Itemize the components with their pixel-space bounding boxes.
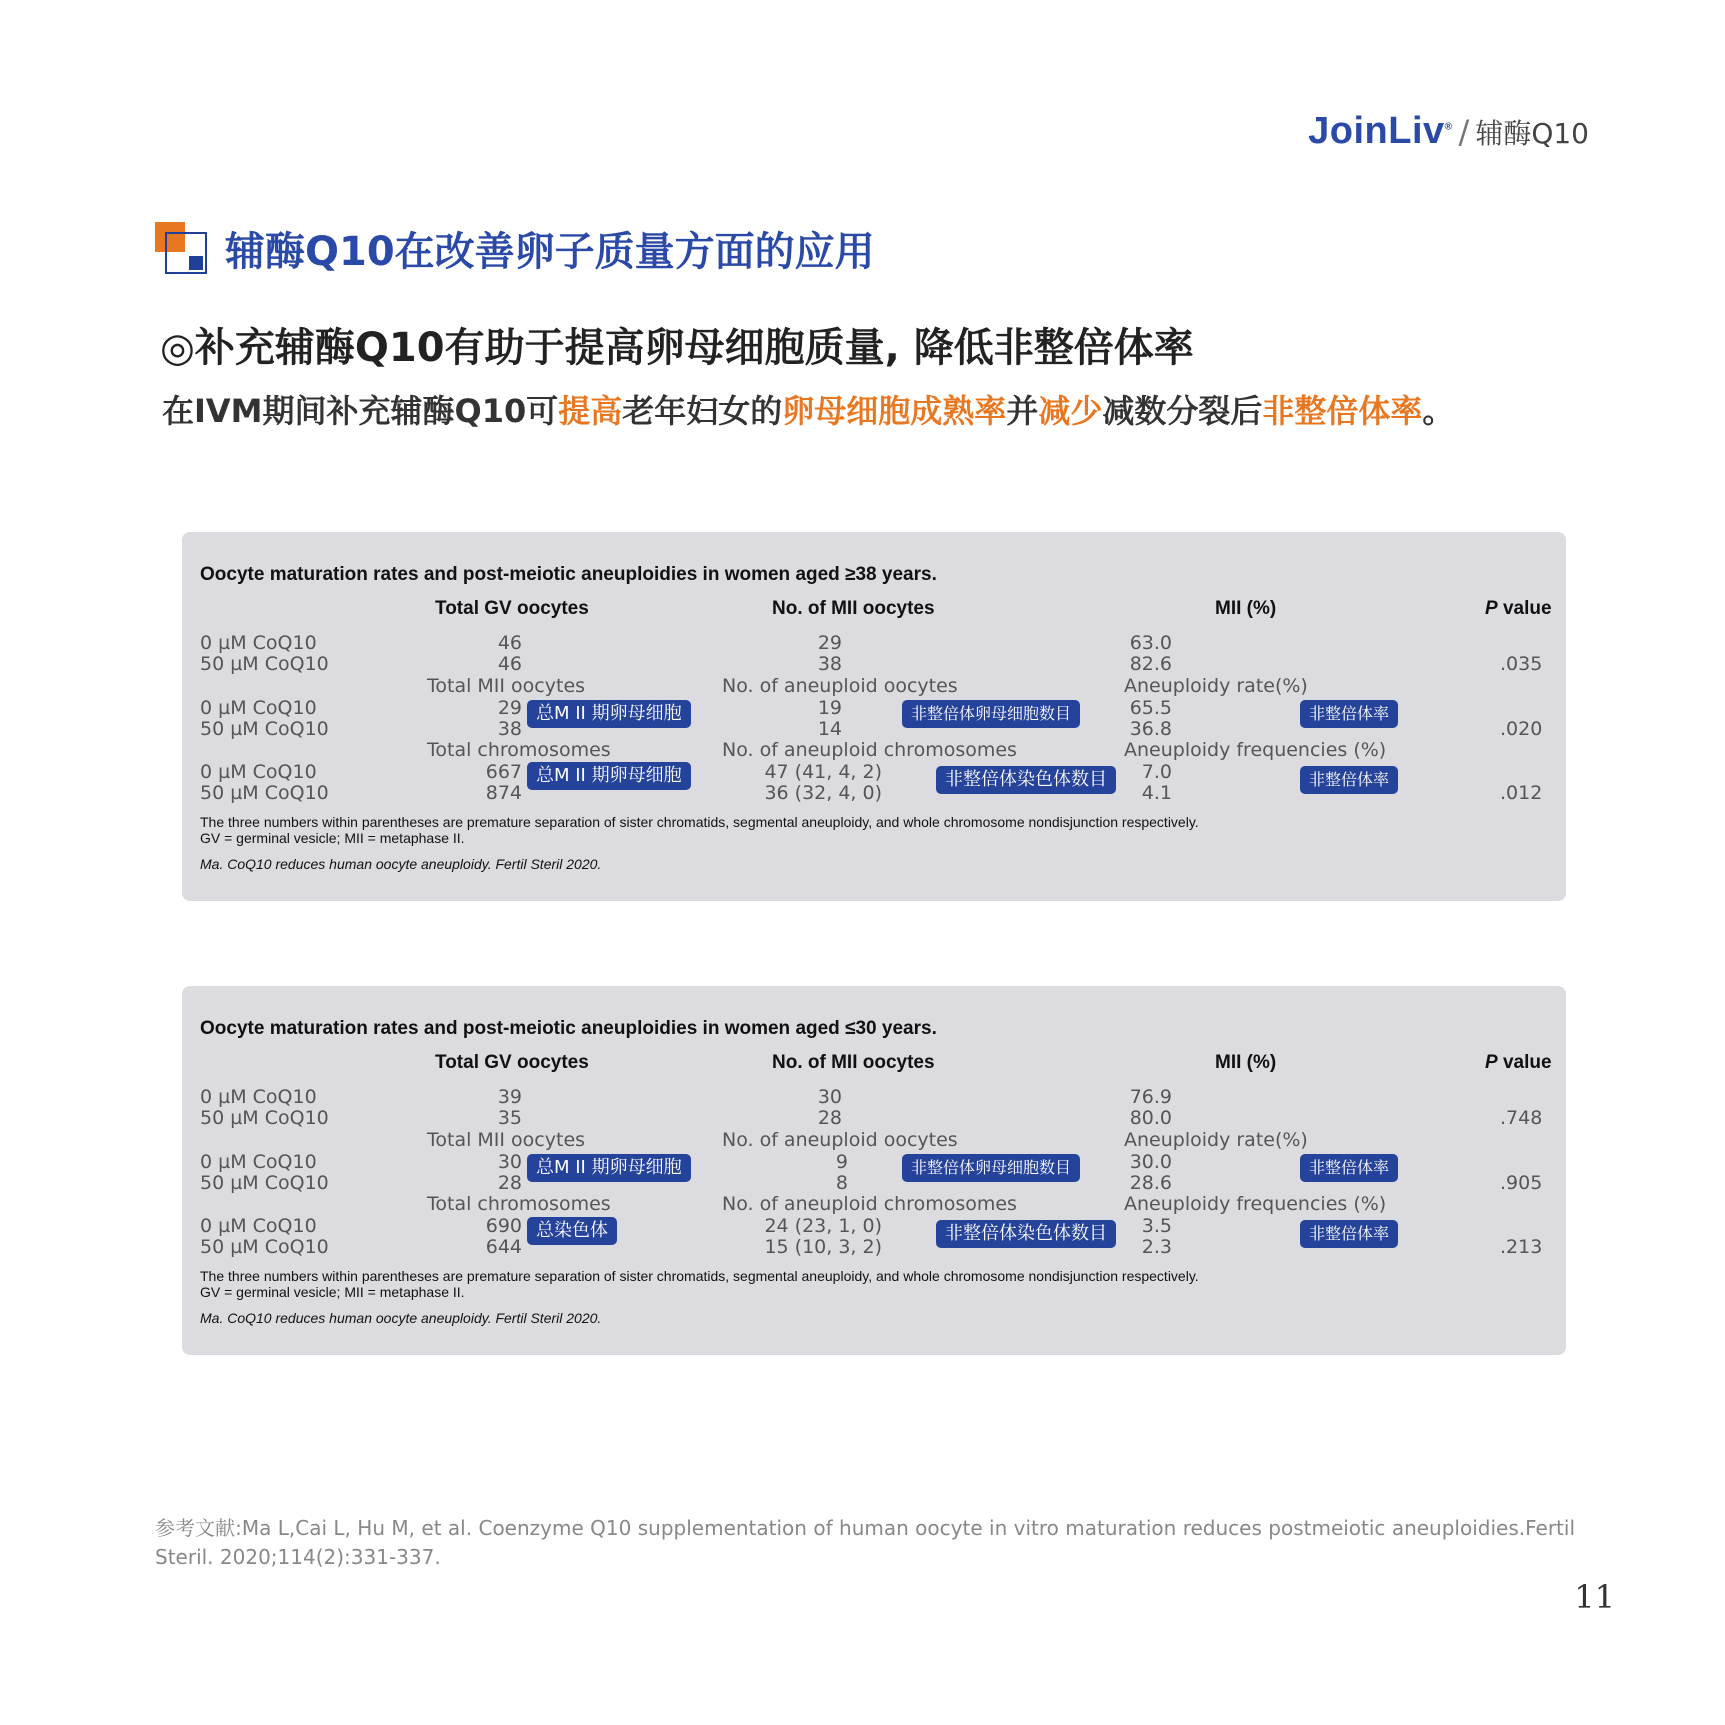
brand-logo: JoinLiv® (1308, 110, 1453, 152)
lead-sentence: 在IVM期间补充辅酶Q10可提高老年妇女的卵母细胞成熟率并减少减数分裂后非整倍体率。 (162, 392, 1455, 430)
annotation-tag: 非整倍体染色体数目 (936, 1220, 1116, 1248)
annotation-tag: 非整倍体卵母细胞数目 (902, 1154, 1080, 1182)
sub-header: Aneuploidy frequencies (%) (1124, 739, 1387, 761)
annotation-tag: 总染色体 (527, 1217, 617, 1245)
row-label: 0 µM CoQ10 (200, 1086, 317, 1108)
sub-header: Aneuploidy rate(%) (1124, 675, 1308, 697)
brand-header (1308, 110, 1589, 153)
table-citation: Ma. CoQ10 reduces human oocyte aneuploidy. Fertil Steril 2020. (200, 856, 602, 872)
cell-value: 9 (835, 1151, 848, 1173)
section-title (155, 220, 875, 277)
annotation-tag: 非整倍体率 (1300, 766, 1398, 794)
row-label: 0 µM CoQ10 (200, 1151, 317, 1173)
cell-value: 7.0 (1141, 761, 1172, 783)
p-value: .748 (1500, 1107, 1543, 1129)
column-header: No. of MII oocytes (772, 598, 935, 619)
cell-value: 63.0 (1129, 632, 1172, 654)
sub-header: No. of aneuploid chromosomes (722, 739, 1017, 761)
column-header: Total GV oocytes (435, 598, 589, 619)
cell-value: 15 (10, 3, 2) (764, 1236, 882, 1258)
sub-header: No. of aneuploid oocytes (722, 675, 958, 697)
cell-value: 38 (497, 718, 522, 740)
table-footnote: The three numbers within parentheses are premature separation of sister chromatids, segmental aneuploidy, and whole chromosome nondisjunction respectively. (200, 814, 1199, 830)
cell-value: 2.3 (1141, 1236, 1172, 1258)
brand-separator: / (1458, 113, 1470, 151)
cell-value: 8 (835, 1172, 848, 1194)
p-value: .012 (1500, 782, 1543, 804)
row-label: 0 µM CoQ10 (200, 632, 317, 654)
row-label: 50 µM CoQ10 (200, 653, 329, 675)
annotation-tag: 非整倍体率 (1300, 1220, 1398, 1248)
cell-value: 30.0 (1129, 1151, 1172, 1173)
row-label: 50 µM CoQ10 (200, 1172, 329, 1194)
table-title: Oocyte maturation rates and post-meiotic aneuploidies in women aged ≤30 years. (200, 1018, 937, 1039)
cell-value: 36.8 (1129, 718, 1172, 740)
cell-value: 19 (817, 697, 842, 719)
table-citation: Ma. CoQ10 reduces human oocyte aneuploidy. Fertil Steril 2020. (200, 1310, 602, 1326)
cell-value: 38 (817, 653, 842, 675)
cell-value: 874 (485, 782, 522, 804)
column-header: MII (%) (1215, 1052, 1277, 1073)
cell-value: 690 (485, 1215, 522, 1237)
annotation-tag: 非整倍体染色体数目 (936, 766, 1116, 794)
cell-value: 28 (817, 1107, 842, 1129)
cell-value: 80.0 (1129, 1107, 1172, 1129)
row-label: 50 µM CoQ10 (200, 1107, 329, 1129)
column-header: No. of MII oocytes (772, 1052, 935, 1073)
cell-value: 65.5 (1129, 697, 1172, 719)
annotation-tag: 总M II 期卵母细胞 (527, 762, 691, 790)
cell-value: 28.6 (1129, 1172, 1172, 1194)
row-label: 0 µM CoQ10 (200, 761, 317, 783)
sub-header: No. of aneuploid chromosomes (722, 1193, 1017, 1215)
sub-header: Total chromosomes (427, 739, 611, 761)
cell-value: 30 (497, 1151, 522, 1173)
cell-value: 667 (485, 761, 522, 783)
cell-value: 36 (32, 4, 0) (764, 782, 882, 804)
cell-value: 644 (485, 1236, 522, 1258)
reference-text: 参考文献:Ma L,Cai L, Hu M, et al. Coenzyme Q10 supplementation of human oocyte in vitro maturation reduces postmeiotic aneuploidies.Fertil Steril. 2020;114(2):331-337. (155, 1516, 1575, 1569)
cell-value: 39 (497, 1086, 522, 1108)
p-value: .213 (1500, 1236, 1543, 1258)
sub-header: Aneuploidy frequencies (%) (1124, 1193, 1387, 1215)
row-label: 0 µM CoQ10 (200, 697, 317, 719)
table-footnote: GV = germinal vesicle; MII = metaphase II. (200, 830, 465, 846)
cell-value: 46 (497, 653, 522, 675)
column-header: P value (1485, 1052, 1552, 1073)
sub-header: Total MII oocytes (427, 675, 586, 697)
row-label: 0 µM CoQ10 (200, 1215, 317, 1237)
sub-header: Aneuploidy rate(%) (1124, 1129, 1308, 1151)
cell-value: 46 (497, 632, 522, 654)
cell-value: 3.5 (1141, 1215, 1172, 1237)
subtitle: ◎补充辅酶Q10有助于提高卵母细胞质量, 降低非整倍体率 (160, 325, 1194, 371)
section-title-text: 辅酶Q10在改善卵子质量方面的应用 (225, 229, 875, 275)
column-header: P value (1485, 598, 1552, 619)
row-label: 50 µM CoQ10 (200, 782, 329, 804)
row-label: 50 µM CoQ10 (200, 718, 329, 740)
cell-value: 29 (497, 697, 522, 719)
table-footnote: GV = germinal vesicle; MII = metaphase II. (200, 1284, 465, 1300)
cell-value: 4.1 (1141, 782, 1172, 804)
cell-value: 30 (817, 1086, 842, 1108)
p-value: .020 (1500, 718, 1543, 740)
sub-header: No. of aneuploid oocytes (722, 1129, 958, 1151)
annotation-tag: 非整倍体率 (1300, 700, 1398, 728)
title-square-icon (155, 222, 211, 276)
annotation-tag: 非整倍体率 (1300, 1154, 1398, 1182)
column-header: Total GV oocytes (435, 1052, 589, 1073)
cell-value: 82.6 (1129, 653, 1172, 675)
annotation-tag: 总M II 期卵母细胞 (527, 700, 691, 728)
cell-value: 47 (41, 4, 2) (764, 761, 882, 783)
page-number: 11 (1574, 1578, 1615, 1616)
cell-value: 29 (817, 632, 842, 654)
cell-value: 24 (23, 1, 0) (764, 1215, 882, 1237)
table-panel-older (174, 524, 1574, 909)
sub-header: Total chromosomes (427, 1193, 611, 1215)
column-header: MII (%) (1215, 598, 1277, 619)
table-footnote: The three numbers within parentheses are premature separation of sister chromatids, segmental aneuploidy, and whole chromosome nondisjunction respectively. (200, 1268, 1199, 1284)
row-label: 50 µM CoQ10 (200, 1236, 329, 1258)
table-panel-younger (174, 978, 1574, 1363)
annotation-tag: 非整倍体卵母细胞数目 (902, 700, 1080, 728)
p-value: .035 (1500, 653, 1543, 675)
brand-product: 辅酶Q10 (1475, 117, 1589, 150)
cell-value: 35 (497, 1107, 522, 1129)
cell-value: 28 (497, 1172, 522, 1194)
sub-header: Total MII oocytes (427, 1129, 586, 1151)
cell-value: 14 (817, 718, 842, 740)
cell-value: 76.9 (1129, 1086, 1172, 1108)
p-value: .905 (1500, 1172, 1543, 1194)
table-title: Oocyte maturation rates and post-meiotic aneuploidies in women aged ≥38 years. (200, 564, 937, 585)
annotation-tag: 总M II 期卵母细胞 (527, 1154, 691, 1182)
